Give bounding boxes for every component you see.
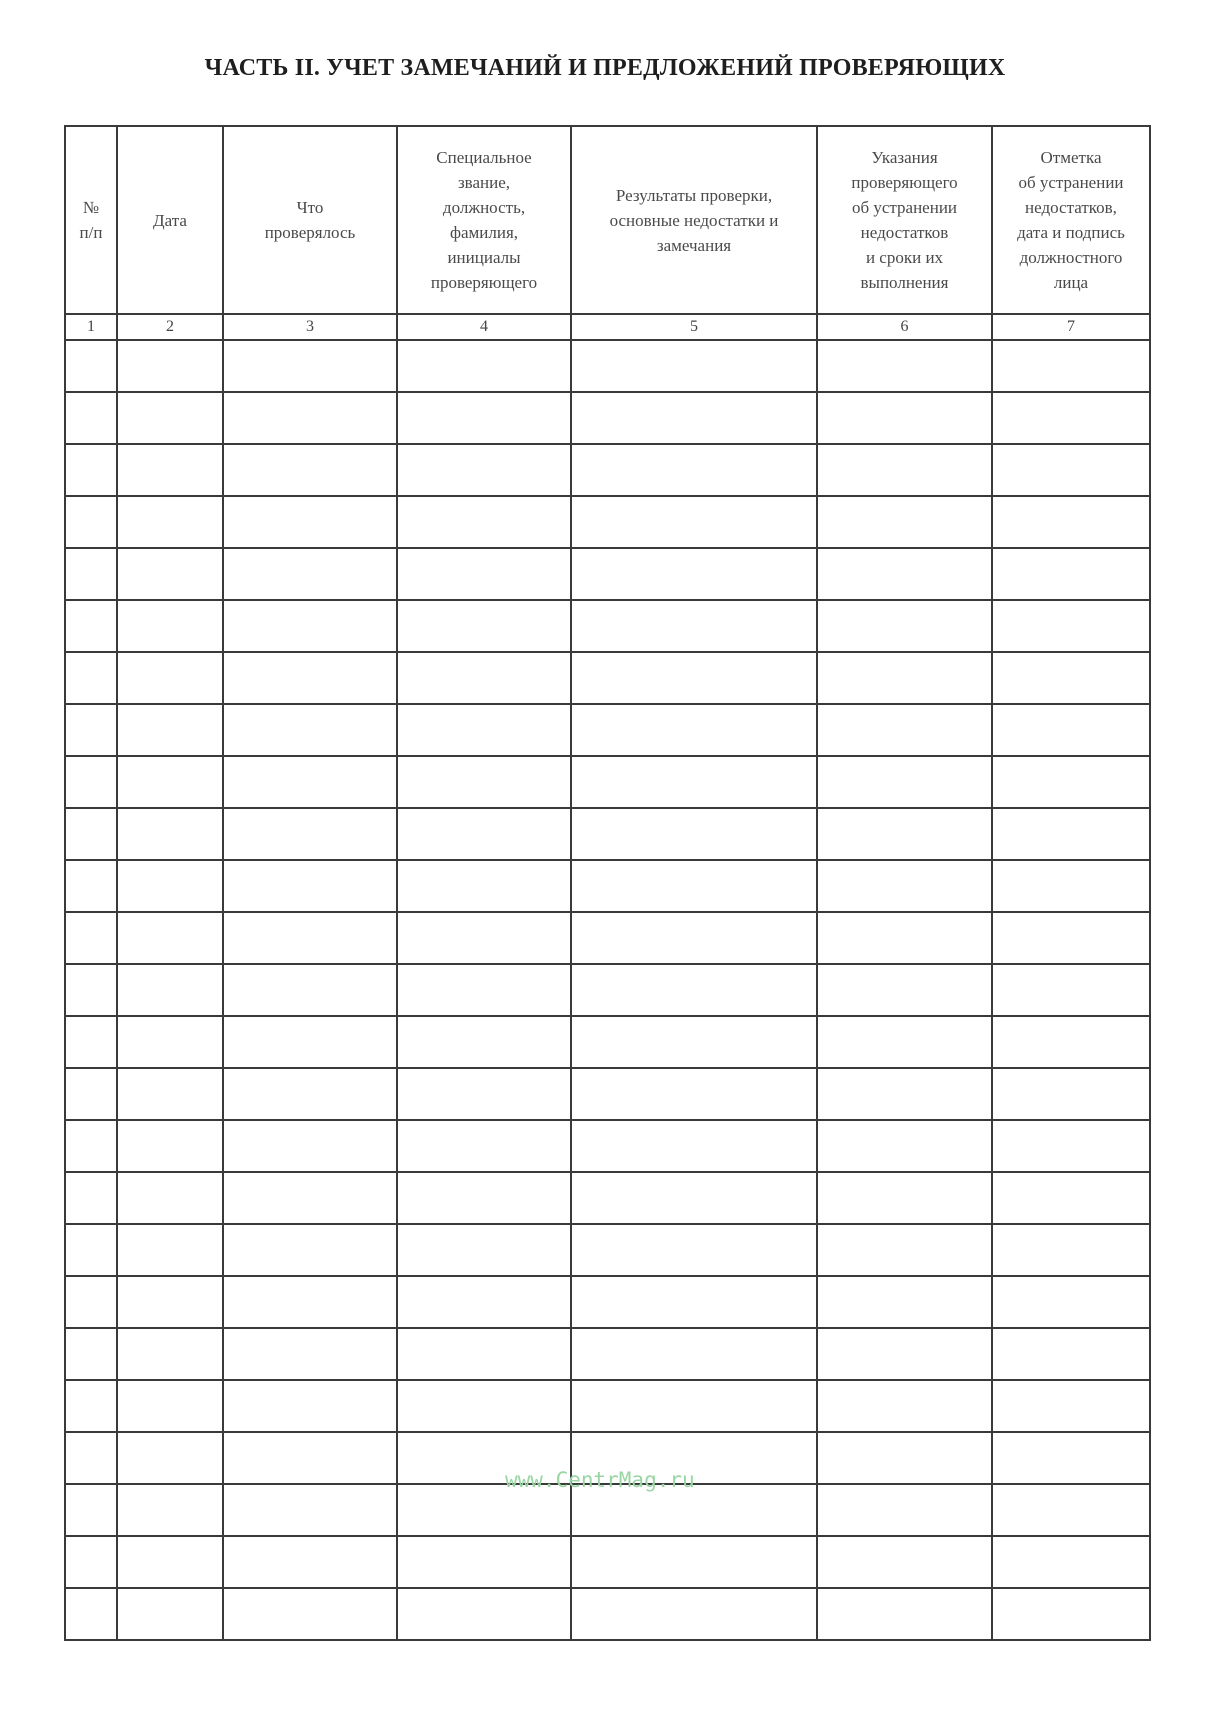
table-cell	[397, 1120, 571, 1172]
table-cell	[117, 912, 223, 964]
table-cell	[571, 392, 817, 444]
table-row	[65, 1016, 1150, 1068]
table-cell	[223, 1588, 397, 1640]
table-cell	[117, 1484, 223, 1536]
table-cell	[571, 1380, 817, 1432]
watermark: www.CentrMag.ru	[505, 1468, 695, 1492]
column-number: 7	[992, 314, 1150, 340]
table-cell	[117, 1016, 223, 1068]
table-cell	[817, 392, 992, 444]
table-cell	[992, 548, 1150, 600]
header-cell-date: Дата	[117, 126, 223, 314]
table-cell	[65, 1172, 117, 1224]
table-cell	[223, 1016, 397, 1068]
column-number: 5	[571, 314, 817, 340]
table-cell	[571, 496, 817, 548]
table-cell	[397, 1016, 571, 1068]
table-cell	[117, 756, 223, 808]
table-cell	[65, 1484, 117, 1536]
table-cell	[223, 1224, 397, 1276]
table-cell	[571, 1120, 817, 1172]
table-cell	[817, 1068, 992, 1120]
table-row	[65, 1588, 1150, 1640]
table-cell	[817, 496, 992, 548]
column-number: 3	[223, 314, 397, 340]
table-cell	[992, 808, 1150, 860]
table-cell	[397, 860, 571, 912]
table-cell	[223, 1328, 397, 1380]
table-cell	[117, 1224, 223, 1276]
column-number-row	[65, 314, 1150, 340]
table-cell	[992, 756, 1150, 808]
table-cell	[397, 808, 571, 860]
page-title: ЧАСТЬ II. УЧЕТ ЗАМЕЧАНИЙ И ПРЕДЛОЖЕНИЙ ПРОВЕРЯЮЩИХ	[204, 55, 1006, 81]
table-cell	[117, 548, 223, 600]
table-cell	[817, 652, 992, 704]
table-cell	[397, 1068, 571, 1120]
table-cell	[992, 1016, 1150, 1068]
table-cell	[571, 964, 817, 1016]
table-cell	[817, 340, 992, 392]
table-row	[65, 1172, 1150, 1224]
table-cell	[397, 912, 571, 964]
table-cell	[397, 600, 571, 652]
header-cell-results: Результаты проверки, основные недостатки и замечания	[571, 126, 817, 314]
table-cell	[117, 652, 223, 704]
table-cell	[223, 964, 397, 1016]
table-cell	[992, 1380, 1150, 1432]
table-row	[65, 860, 1150, 912]
table-cell	[817, 808, 992, 860]
table-cell	[223, 1120, 397, 1172]
table-cell	[223, 808, 397, 860]
table-cell	[817, 1172, 992, 1224]
table-row	[65, 444, 1150, 496]
table-cell	[571, 912, 817, 964]
table-cell	[65, 1536, 117, 1588]
table-cell	[817, 1588, 992, 1640]
table-cell	[571, 1224, 817, 1276]
table-cell	[817, 1276, 992, 1328]
table-cell	[397, 496, 571, 548]
table-row	[65, 808, 1150, 860]
table-cell	[992, 340, 1150, 392]
table-cell	[65, 756, 117, 808]
table-cell	[992, 1172, 1150, 1224]
table-cell	[65, 1380, 117, 1432]
table-cell	[992, 496, 1150, 548]
table-cell	[65, 600, 117, 652]
table-cell	[817, 1536, 992, 1588]
table-cell	[223, 1380, 397, 1432]
table-cell	[817, 1120, 992, 1172]
table-row	[65, 496, 1150, 548]
table-cell	[117, 1328, 223, 1380]
table-cell	[223, 548, 397, 600]
header-cell-instructions: Указания проверяющего об устранении недостатков и сроки их выполнения	[817, 126, 992, 314]
table-cell	[65, 1432, 117, 1484]
table-cell	[65, 1016, 117, 1068]
table-cell	[571, 548, 817, 600]
table-cell	[817, 600, 992, 652]
table-cell	[992, 704, 1150, 756]
table-cell	[223, 1172, 397, 1224]
table-cell	[65, 704, 117, 756]
header-cell-elimination-mark: Отметка об устранении недостатков, дата и подпись должностного лица	[992, 126, 1150, 314]
table-cell	[397, 1380, 571, 1432]
table-cell	[223, 704, 397, 756]
table-cell	[992, 1588, 1150, 1640]
table-cell	[817, 548, 992, 600]
table-cell	[992, 1432, 1150, 1484]
table-cell	[65, 808, 117, 860]
table-cell	[65, 1120, 117, 1172]
table-cell	[65, 548, 117, 600]
table-cell	[817, 1328, 992, 1380]
table-cell	[992, 1120, 1150, 1172]
table-row	[65, 392, 1150, 444]
table-cell	[397, 756, 571, 808]
table-cell	[992, 444, 1150, 496]
table-cell	[817, 756, 992, 808]
table-cell	[65, 392, 117, 444]
table-cell	[571, 808, 817, 860]
table-cell	[571, 444, 817, 496]
table-cell	[117, 808, 223, 860]
table-row	[65, 1276, 1150, 1328]
table-cell	[571, 704, 817, 756]
table-row	[65, 1536, 1150, 1588]
table-cell	[117, 860, 223, 912]
table-cell	[571, 1588, 817, 1640]
table-cell	[117, 1068, 223, 1120]
table-cell	[397, 340, 571, 392]
table-cell	[65, 860, 117, 912]
table-cell	[223, 340, 397, 392]
header-cell-inspector: Специальное звание, должность, фамилия, инициалы проверяющего	[397, 126, 571, 314]
table-cell	[117, 392, 223, 444]
table-cell	[65, 1588, 117, 1640]
table-cell	[223, 1068, 397, 1120]
table-row	[65, 652, 1150, 704]
table-cell	[397, 1172, 571, 1224]
table-cell	[65, 652, 117, 704]
table-cell	[571, 340, 817, 392]
table-cell	[397, 964, 571, 1016]
table-cell	[117, 444, 223, 496]
table-cell	[992, 912, 1150, 964]
table-row	[65, 1380, 1150, 1432]
table-cell	[992, 600, 1150, 652]
table-cell	[992, 860, 1150, 912]
table-cell	[117, 340, 223, 392]
table-cell	[117, 704, 223, 756]
table-cell	[571, 1016, 817, 1068]
table-cell	[223, 1432, 397, 1484]
table-cell	[817, 444, 992, 496]
column-number: 4	[397, 314, 571, 340]
table-cell	[397, 548, 571, 600]
table-row	[65, 964, 1150, 1016]
table-row	[65, 756, 1150, 808]
table-cell	[223, 652, 397, 704]
table-cell	[397, 444, 571, 496]
table-cell	[571, 1328, 817, 1380]
table-row	[65, 1068, 1150, 1120]
table-row	[65, 912, 1150, 964]
table-cell	[117, 1120, 223, 1172]
table-cell	[397, 1276, 571, 1328]
table-cell	[817, 1432, 992, 1484]
table-row	[65, 1328, 1150, 1380]
table-cell	[117, 1276, 223, 1328]
table-cell	[992, 1328, 1150, 1380]
table-cell	[817, 704, 992, 756]
table-cell	[397, 392, 571, 444]
table-cell	[817, 1016, 992, 1068]
table-row	[65, 704, 1150, 756]
table-row	[65, 1224, 1150, 1276]
column-number: 2	[117, 314, 223, 340]
table-row	[65, 1120, 1150, 1172]
table-cell	[817, 964, 992, 1016]
table-cell	[223, 600, 397, 652]
table-cell	[223, 496, 397, 548]
table-cell	[65, 1276, 117, 1328]
table-cell	[397, 1224, 571, 1276]
table-cell	[817, 860, 992, 912]
table-cell	[117, 1536, 223, 1588]
table-cell	[223, 1276, 397, 1328]
table-cell	[571, 1068, 817, 1120]
table-cell	[992, 1276, 1150, 1328]
table-cell	[817, 1224, 992, 1276]
table-cell	[571, 1172, 817, 1224]
table-cell	[397, 1536, 571, 1588]
table-cell	[65, 1068, 117, 1120]
table-cell	[571, 756, 817, 808]
table-cell	[117, 1432, 223, 1484]
table-cell	[65, 964, 117, 1016]
table-cell	[992, 1536, 1150, 1588]
table-cell	[817, 1484, 992, 1536]
table-cell	[397, 652, 571, 704]
header-cell-number: № п/п	[65, 126, 117, 314]
table-cell	[117, 964, 223, 1016]
table-cell	[65, 444, 117, 496]
table-cell	[817, 1380, 992, 1432]
table-row	[65, 600, 1150, 652]
table-cell	[223, 756, 397, 808]
table-cell	[223, 860, 397, 912]
table-cell	[223, 1484, 397, 1536]
header-row	[65, 126, 1150, 314]
table-cell	[571, 600, 817, 652]
column-number: 1	[65, 314, 117, 340]
table-cell	[223, 912, 397, 964]
header-cell-what-checked: Что проверялось	[223, 126, 397, 314]
table-cell	[117, 1172, 223, 1224]
table-cell	[992, 964, 1150, 1016]
table-cell	[65, 1224, 117, 1276]
table-cell	[571, 1536, 817, 1588]
table-cell	[817, 912, 992, 964]
column-number: 6	[817, 314, 992, 340]
table-cell	[992, 652, 1150, 704]
table-cell	[397, 1588, 571, 1640]
table-row	[65, 548, 1150, 600]
table-row	[65, 340, 1150, 392]
table-cell	[117, 1588, 223, 1640]
table-cell	[992, 1484, 1150, 1536]
table-cell	[223, 444, 397, 496]
table-cell	[117, 496, 223, 548]
table-cell	[223, 392, 397, 444]
table-cell	[65, 1328, 117, 1380]
table-cell	[992, 1224, 1150, 1276]
table-cell	[397, 704, 571, 756]
table-cell	[65, 496, 117, 548]
table-cell	[65, 340, 117, 392]
inspection-log-table	[64, 125, 1151, 1641]
table-cell	[117, 600, 223, 652]
table-cell	[992, 1068, 1150, 1120]
table-cell	[571, 860, 817, 912]
table-cell	[571, 652, 817, 704]
table-cell	[117, 1380, 223, 1432]
table-cell	[65, 912, 117, 964]
table-cell	[223, 1536, 397, 1588]
table-cell	[992, 392, 1150, 444]
table-cell	[571, 1276, 817, 1328]
table-cell	[397, 1328, 571, 1380]
